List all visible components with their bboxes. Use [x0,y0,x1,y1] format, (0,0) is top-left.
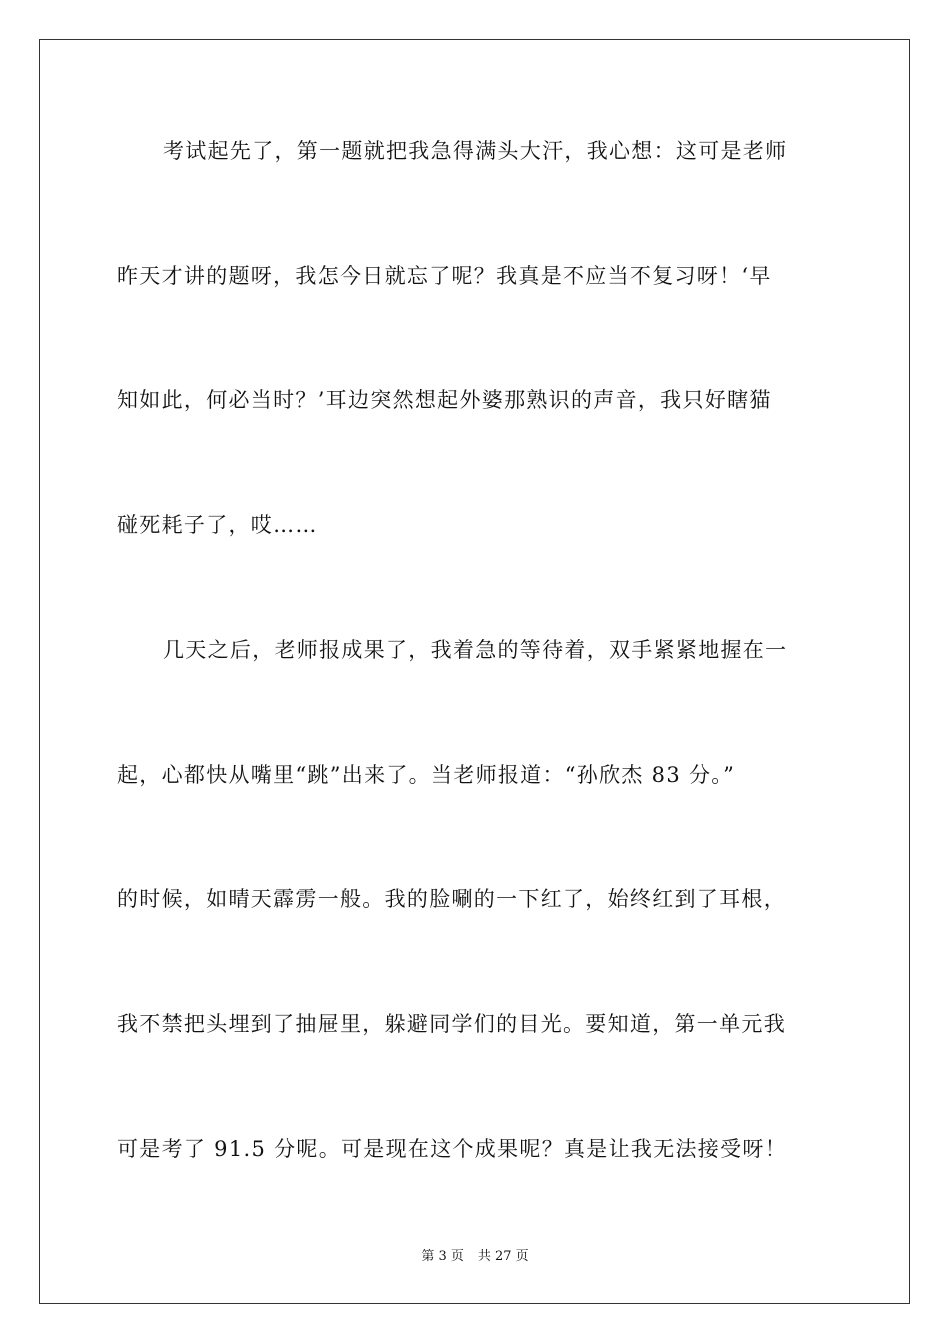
paragraph-line: 几天之后，老师报成果了，我着急的等待着，双手紧紧地握在一 [163,638,788,662]
paragraph-line: 知如此，何必当时？’耳边突然想起外婆那熟识的声音，我只好瞎猫 [117,388,772,412]
paragraph-line: 可是考了 91.5 分呢。可是现在这个成果呢？真是让我无法接受呀！ [117,1137,788,1161]
page-total: 共 27 页 [477,1249,529,1264]
paragraph-line: 起，心都快从嘴里“跳”出来了。当老师报道：“孙欣杰 83 分。” [117,763,736,787]
page-number: 第 3 页 [421,1249,464,1264]
paragraph-line: 我不禁把头埋到了抽屉里，躲避同学们的目光。要知道，第一单元我 [117,1012,786,1036]
paragraph-line: 碰死耗子了，哎…… [117,513,318,537]
page-border [39,39,910,1304]
page-footer [0,1248,950,1266]
paragraph-line: 的时候，如晴天霹雳一般。我的脸唰的一下红了，始终红到了耳根， [117,887,786,911]
paragraph-line: 昨天才讲的题呀，我怎今日就忘了呢？我真是不应当不复习呀！‘早 [117,264,772,288]
paragraph-line: 考试起先了，第一题就把我急得满头大汗，我心想：这可是老师 [163,139,788,163]
